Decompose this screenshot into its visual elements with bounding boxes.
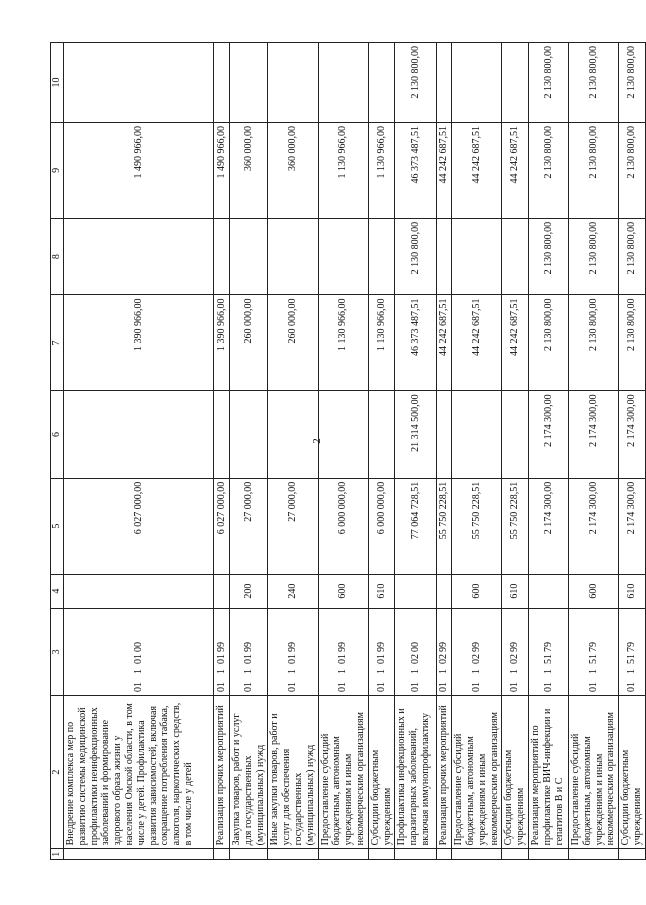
row-expense-type: 610	[368, 574, 395, 608]
row-expense-type	[64, 574, 214, 608]
row-amount-c8	[64, 218, 214, 295]
col-header-10: 10	[51, 43, 64, 123]
budget-table	[50, 42, 646, 860]
row-number-cell	[568, 849, 618, 860]
row-amount-c10	[214, 43, 230, 123]
code-part: 99	[438, 641, 450, 652]
row-amount-c7: 1 130 966,00	[318, 295, 368, 391]
col-header-8: 8	[51, 218, 64, 295]
code-part: 51	[626, 653, 638, 664]
code-part: 99	[375, 641, 387, 652]
code-part: 1	[375, 668, 387, 674]
code-part: 99	[215, 641, 227, 652]
code-part: 1	[587, 668, 599, 674]
row-amount-c7: 1 130 966,00	[368, 295, 395, 391]
row-amount-c10	[452, 43, 502, 123]
row-amount-c8	[437, 218, 452, 295]
row-amount-c10: 2 130 800,00	[395, 43, 437, 123]
row-amount-c6	[502, 391, 529, 478]
row-amount-c5: 6 000 000,00	[318, 478, 368, 574]
row-amount-c9: 1 130 966,00	[318, 122, 368, 218]
row-amount-c10	[502, 43, 529, 123]
table-row	[568, 43, 618, 860]
row-amount-c5: 55 750 228,51	[437, 478, 452, 574]
code-part: 79	[587, 641, 599, 652]
row-code	[214, 608, 230, 695]
row-amount-c7: 1 390 966,00	[64, 295, 214, 391]
table-row	[395, 43, 437, 860]
row-amount-c9: 360 000,00	[268, 122, 318, 218]
row-amount-c6: 2 174 300,00	[528, 391, 568, 478]
row-amount-c9: 46 373 487,51	[395, 122, 437, 218]
row-amount-c5: 2 174 300,00	[568, 478, 618, 574]
table-row	[619, 43, 646, 860]
row-amount-c5: 2 174 300,00	[528, 478, 568, 574]
code-part: 01	[626, 681, 638, 692]
code-part: 1	[438, 668, 450, 674]
row-number-cell	[230, 849, 268, 860]
code-part: 01	[337, 681, 349, 692]
code-part: 79	[542, 641, 554, 652]
row-code	[230, 608, 268, 695]
row-name: Субсидии бюджетным учреждениям	[368, 695, 395, 848]
row-amount-c8	[214, 218, 230, 295]
col-header-4: 4	[51, 574, 64, 608]
row-expense-type: 600	[318, 574, 368, 608]
row-amount-c8	[502, 218, 529, 295]
code-part: 01	[215, 681, 227, 692]
code-part: 1	[626, 668, 638, 674]
code-part: 01	[337, 653, 349, 664]
row-amount-c9: 360 000,00	[230, 122, 268, 218]
row-amount-c10	[437, 43, 452, 123]
row-name: Субсидии бюджетным учреждениям	[502, 695, 529, 848]
row-code	[368, 608, 395, 695]
row-name: Реализация мероприятий по профилактике ВИЧ-инфекции и гепатитов В и С	[528, 695, 568, 848]
row-name: Закупка товаров, работ и услуг для государственных (муниципальных) нужд	[230, 695, 268, 848]
code-part: 51	[542, 653, 554, 664]
row-number-cell	[502, 849, 529, 860]
code-part: 1	[215, 668, 227, 674]
row-expense-type: 610	[502, 574, 529, 608]
code-part: 00	[409, 641, 421, 652]
row-amount-c6: 2 174 300,00	[619, 391, 646, 478]
row-amount-c9: 1 130 966,00	[368, 122, 395, 218]
code-part: 01	[542, 681, 554, 692]
row-amount-c7: 260 000,00	[230, 295, 268, 391]
code-part: 01	[587, 681, 599, 692]
row-amount-c6: 21 314 500,00	[395, 391, 437, 478]
row-expense-type	[395, 574, 437, 608]
table-body	[64, 43, 646, 860]
row-number-cell	[368, 849, 395, 860]
code-part: 79	[626, 641, 638, 652]
row-amount-c7: 2 130 800,00	[568, 295, 618, 391]
code-part: 1	[509, 668, 521, 674]
row-amount-c6	[368, 391, 395, 478]
row-number-cell	[268, 849, 318, 860]
row-amount-c5: 6 000 000,00	[368, 478, 395, 574]
row-name: Предоставление субсидий бюджетным, автономным учреждениям и иным некоммерческим организациям	[318, 695, 368, 848]
row-amount-c8: 2 130 800,00	[619, 218, 646, 295]
row-code	[437, 608, 452, 695]
row-amount-c9: 1 490 966,00	[214, 122, 230, 218]
row-amount-c5: 55 750 228,51	[502, 478, 529, 574]
row-code	[64, 608, 214, 695]
row-amount-c5: 55 750 228,51	[452, 478, 502, 574]
row-amount-c9: 44 242 687,51	[452, 122, 502, 218]
table-row	[214, 43, 230, 860]
row-expense-type: 240	[268, 574, 318, 608]
row-code	[268, 608, 318, 695]
row-amount-c10	[318, 43, 368, 123]
row-number-cell	[452, 849, 502, 860]
code-part: 01	[287, 681, 299, 692]
row-amount-c6: 2 174 300,00	[568, 391, 618, 478]
row-amount-c5: 77 064 728,51	[395, 478, 437, 574]
row-number-cell	[318, 849, 368, 860]
row-expense-type	[437, 574, 452, 608]
row-amount-c6	[214, 391, 230, 478]
col-header-2: 2	[51, 695, 64, 848]
code-part: 02	[509, 653, 521, 664]
row-amount-c10	[230, 43, 268, 123]
table-row	[230, 43, 268, 860]
table-row	[368, 43, 395, 860]
table-row	[437, 43, 452, 860]
row-expense-type	[528, 574, 568, 608]
row-expense-type: 200	[230, 574, 268, 608]
row-amount-c9: 2 130 800,00	[568, 122, 618, 218]
row-amount-c10	[368, 43, 395, 123]
row-amount-c8	[318, 218, 368, 295]
code-part: 02	[438, 653, 450, 664]
code-part: 01	[470, 681, 482, 692]
row-code	[395, 608, 437, 695]
code-part: 01	[375, 681, 387, 692]
row-expense-type: 600	[568, 574, 618, 608]
row-number-cell	[619, 849, 646, 860]
row-amount-c6	[452, 391, 502, 478]
row-amount-c6	[268, 391, 318, 478]
row-amount-c7: 260 000,00	[268, 295, 318, 391]
row-amount-c9: 2 130 800,00	[619, 122, 646, 218]
code-part: 1	[132, 668, 144, 674]
row-name: Реализация прочих мероприятий	[437, 695, 452, 848]
row-amount-c8: 2 130 800,00	[568, 218, 618, 295]
row-amount-c6	[437, 391, 452, 478]
col-header-3: 3	[51, 608, 64, 695]
row-name: Предоставление субсидий бюджетным, автономным учреждениям и иным некоммерческим организациям	[568, 695, 618, 848]
col-header-9: 9	[51, 122, 64, 218]
row-code	[318, 608, 368, 695]
row-amount-c7: 46 373 487,51	[395, 295, 437, 391]
row-number-cell	[528, 849, 568, 860]
row-amount-c8	[368, 218, 395, 295]
row-number-cell	[395, 849, 437, 860]
row-name: Предоставление субсидий бюджетным, автономным учреждениям и иным некоммерческим организациям	[452, 695, 502, 848]
row-amount-c7: 44 242 687,51	[502, 295, 529, 391]
rotated-table-wrapper	[50, 42, 643, 860]
row-amount-c8	[452, 218, 502, 295]
row-name: Внедрение комплекса мер по развитию системы медицинской профилактики неинфекционных заболеваний и формирование здорового образа жизни у населения Омской области, в том числе у детей. Профилактика развития зависимостей, включая сокращение потребления табака, алкоголя, наркотических средств, в том числе у детей	[64, 695, 214, 848]
code-part: 01	[409, 681, 421, 692]
code-part: 01	[215, 653, 227, 664]
row-amount-c8: 2 130 800,00	[528, 218, 568, 295]
row-code	[568, 608, 618, 695]
row-number-cell	[214, 849, 230, 860]
row-amount-c10: 2 130 800,00	[619, 43, 646, 123]
row-amount-c9: 1 490 966,00	[64, 122, 214, 218]
table-row	[502, 43, 529, 860]
row-amount-c6	[230, 391, 268, 478]
code-part: 99	[242, 641, 254, 652]
code-part: 02	[470, 653, 482, 664]
row-amount-c10	[64, 43, 214, 123]
col-header-7: 7	[51, 295, 64, 391]
code-part: 99	[470, 641, 482, 652]
code-part: 01	[242, 681, 254, 692]
code-part: 1	[337, 668, 349, 674]
row-amount-c9: 44 242 687,51	[502, 122, 529, 218]
row-amount-c10	[268, 43, 318, 123]
row-code	[502, 608, 529, 695]
row-amount-c10: 2 130 800,00	[568, 43, 618, 123]
row-amount-c8	[268, 218, 318, 295]
row-amount-c5: 2 174 300,00	[619, 478, 646, 574]
code-part: 1	[287, 668, 299, 674]
code-part: 01	[287, 653, 299, 664]
row-expense-type	[214, 574, 230, 608]
code-part: 01	[509, 681, 521, 692]
row-amount-c7: 2 130 800,00	[528, 295, 568, 391]
code-part: 1	[242, 668, 254, 674]
col-header-6: 6	[51, 391, 64, 478]
row-amount-c8	[230, 218, 268, 295]
table-row	[452, 43, 502, 860]
code-part: 51	[587, 653, 599, 664]
code-part: 99	[287, 641, 299, 652]
code-part: 1	[542, 668, 554, 674]
row-amount-c7: 44 242 687,51	[452, 295, 502, 391]
code-part: 01	[438, 681, 450, 692]
row-name: Реализация прочих мероприятий	[214, 695, 230, 848]
row-name: Субсидии бюджетным учреждениям	[619, 695, 646, 848]
code-part: 01	[242, 653, 254, 664]
row-amount-c6	[318, 391, 368, 478]
code-part: 01	[132, 653, 144, 664]
row-amount-c7: 1 390 966,00	[214, 295, 230, 391]
row-amount-c7: 2 130 800,00	[619, 295, 646, 391]
table-row	[528, 43, 568, 860]
code-part: 1	[409, 668, 421, 674]
row-name: Иные закупки товаров, работ и услуг для обеспечения государственных (муниципальных) нужд	[268, 695, 318, 848]
row-amount-c5: 27 000,00	[268, 478, 318, 574]
row-code	[528, 608, 568, 695]
row-expense-type: 600	[452, 574, 502, 608]
code-part: 00	[132, 641, 144, 652]
code-part: 99	[337, 641, 349, 652]
code-part: 1	[470, 668, 482, 674]
row-code	[619, 608, 646, 695]
row-amount-c7: 44 242 687,51	[437, 295, 452, 391]
row-amount-c8: 2 130 800,00	[395, 218, 437, 295]
row-number-cell	[64, 849, 214, 860]
table-row	[268, 43, 318, 860]
col-header-1: 1	[51, 849, 64, 860]
row-amount-c5: 6 027 000,00	[64, 478, 214, 574]
row-amount-c5: 6 027 000,00	[214, 478, 230, 574]
code-part: 01	[375, 653, 387, 664]
row-amount-c6	[64, 391, 214, 478]
row-amount-c5: 27 000,00	[230, 478, 268, 574]
row-amount-c10: 2 130 800,00	[528, 43, 568, 123]
row-amount-c9: 2 130 800,00	[528, 122, 568, 218]
col-header-5: 5	[51, 478, 64, 574]
row-number-cell	[437, 849, 452, 860]
row-amount-c9: 44 242 687,51	[437, 122, 452, 218]
row-expense-type: 610	[619, 574, 646, 608]
table-row	[318, 43, 368, 860]
code-part: 02	[409, 653, 421, 664]
code-part: 01	[132, 681, 144, 692]
table-row	[64, 43, 214, 860]
code-part: 99	[509, 641, 521, 652]
row-name: Профилактика инфекционных и паразитарных заболеваний, включая иммунопрофилактику	[395, 695, 437, 848]
header-row	[51, 43, 64, 860]
page-number: 2	[310, 438, 323, 444]
row-code	[452, 608, 502, 695]
